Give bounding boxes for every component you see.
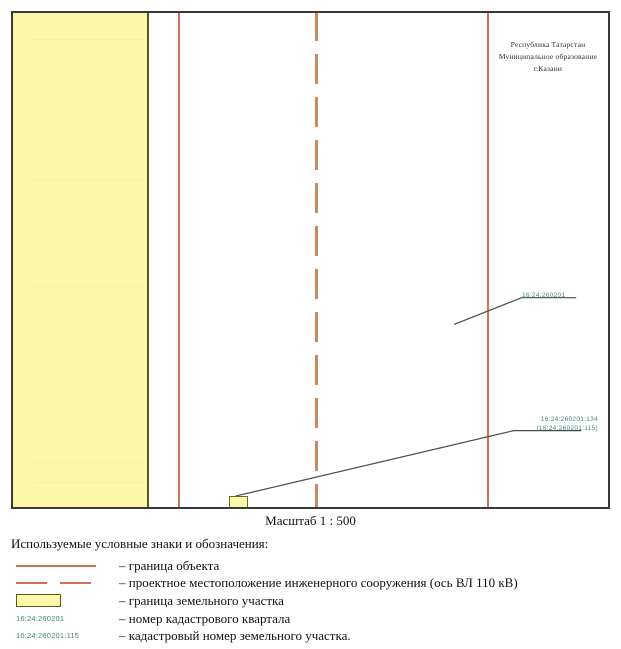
- parcel-hairline: [33, 482, 147, 483]
- object-boundary-line-right: [487, 11, 489, 509]
- map-frame: [11, 11, 610, 509]
- legend-row: [11, 627, 611, 644]
- parcel-box-icon: [16, 594, 61, 607]
- cadastral-parcel-label: [518, 415, 598, 433]
- parcel-hairline: [33, 39, 147, 40]
- cadastral-parcel-code: 16:24:260201:115: [16, 631, 80, 640]
- cadastral-parcel-number: 16:24:260201:134: [540, 416, 598, 423]
- legend-description: – граница объекта: [119, 557, 220, 573]
- legend-symbol-quarter-code: [11, 610, 119, 627]
- caption-line-2: Муниципальное образование: [498, 52, 598, 61]
- cadastral-quarter-label: 16:24:260201: [522, 292, 566, 299]
- legend-description: – проектное местоположение инженерного сооружения (ось ВЛ 110 кВ): [119, 574, 518, 590]
- legend-description: – граница земельного участка: [119, 592, 284, 608]
- legend-symbol-parcel-boundary: [11, 592, 119, 609]
- legend-description: – кадастровый номер земельного участка.: [119, 627, 351, 643]
- parcel-hairline: [33, 462, 147, 463]
- cadastral-quarter-code: 16:24:260201: [16, 614, 65, 623]
- object-boundary-line-left: [178, 11, 180, 509]
- dashed-line-icon: [16, 582, 96, 584]
- land-parcel-large[interactable]: [11, 11, 149, 509]
- caption-line-1: Республика Татарстан: [510, 40, 586, 49]
- legend-title: Используемые условные знаки и обозначения:: [11, 536, 269, 551]
- engineering-structure-axis-line: [315, 11, 318, 509]
- cadastral-parcel-number-alt: (16:24:260201:115): [536, 425, 598, 432]
- legend-symbol-parcel-code: [11, 627, 119, 644]
- legend-row: [11, 610, 611, 627]
- legend-symbol-engineering-axis: [11, 574, 119, 591]
- solid-line-icon: [16, 565, 96, 567]
- legend-row: [11, 557, 611, 574]
- land-parcel-small[interactable]: [229, 496, 248, 509]
- map-caption: [483, 39, 610, 75]
- legend-row: [11, 591, 611, 610]
- map-scale-text: Масштаб 1 : 500: [265, 513, 356, 528]
- legend-description: – номер кадастрового квартала: [119, 610, 291, 626]
- parcel-hairline: [33, 179, 147, 180]
- parcel-hairline: [33, 286, 147, 287]
- legend-symbol-object-boundary: [11, 557, 119, 574]
- legend: [11, 536, 611, 644]
- caption-line-3: г.Казани: [533, 64, 563, 73]
- legend-row: [11, 574, 611, 591]
